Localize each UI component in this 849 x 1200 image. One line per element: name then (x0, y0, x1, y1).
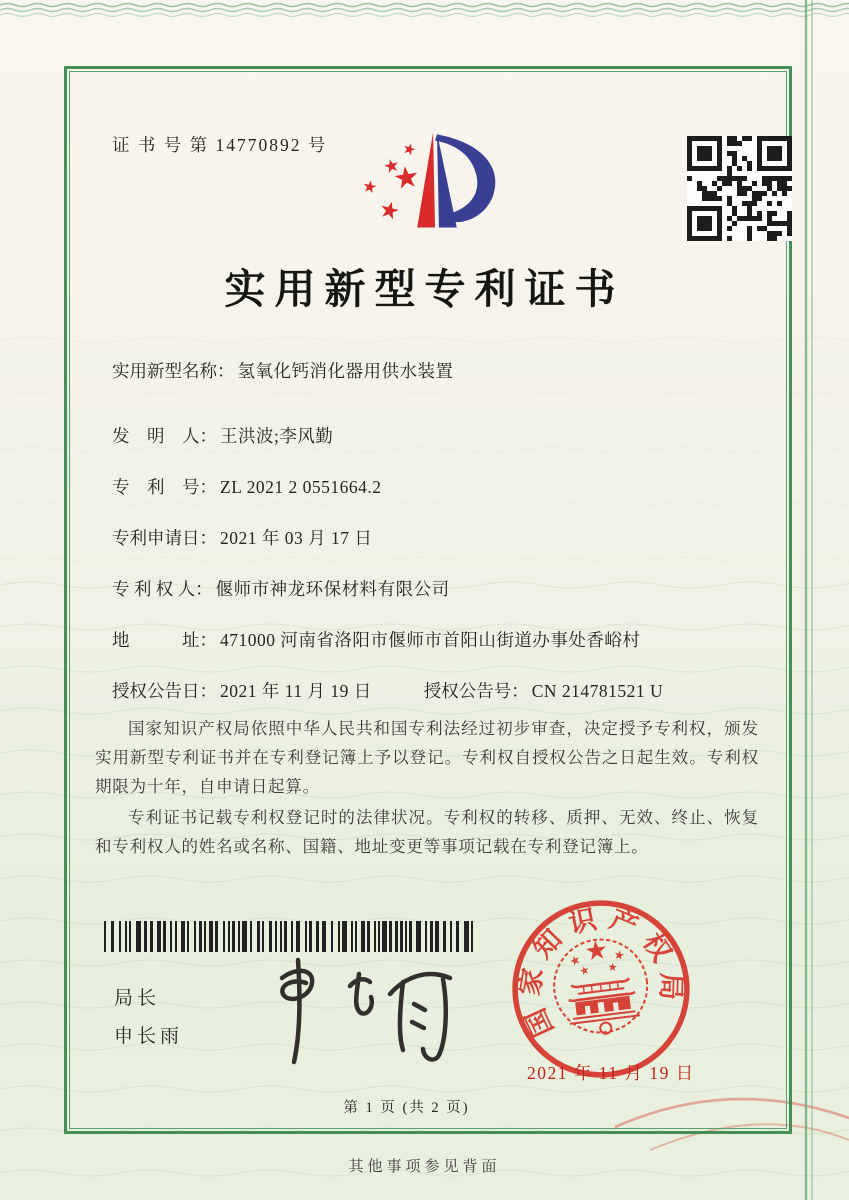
qr-code (687, 136, 792, 241)
field-value: 偃师市神龙环保材料有限公司 (215, 579, 450, 599)
field-label: 专利申请日： (112, 528, 217, 548)
field-value: 471000 河南省洛阳市偃师市首阳山街道办事处香峪村 (220, 630, 641, 650)
cnipa-logo (352, 116, 520, 246)
field-value: 2021 年 11 月 19 日 (220, 681, 372, 701)
field-label: 实用新型名称： (112, 361, 235, 381)
certificate-number: 证 书 号 第 14770892 号 (112, 135, 328, 155)
field-value: 2021 年 03 月 17 日 (220, 528, 373, 548)
back-note: 其他事项参见背面 (348, 1159, 501, 1175)
field-value: 王洪波;李风勤 (220, 426, 334, 446)
legal-text (95, 714, 759, 863)
logo-blue-stem (437, 133, 457, 228)
field-row-address (112, 627, 760, 654)
page-number: 第 1 页 (共 2 页) (343, 1100, 470, 1116)
field-list (112, 358, 760, 729)
field-label: 发 明 人： (112, 426, 217, 446)
field-label: 授权公告日： (112, 681, 217, 701)
seal-text: 国家知识产权局 (514, 902, 687, 1042)
director-name: 申长雨 (114, 1026, 184, 1047)
signature-image (242, 948, 477, 1073)
body-paragraph-2: 专利证书记载专利权登记时的法律状况。专利权的转移、质押、无效、终止、恢复和专利权人的姓名或名称、国籍、地址变更等事项记载在专利登记簿上。 (95, 808, 759, 856)
seal-date: 2021 年 11 月 19 日 (527, 1063, 695, 1083)
field-row-filing-date (112, 525, 760, 552)
director-block (114, 980, 183, 1056)
field-row-patentee (112, 576, 760, 603)
field-label: 专 利 权 人： (112, 579, 213, 599)
director-title: 局长 (114, 988, 161, 1009)
logo-red-wedge (417, 133, 435, 228)
field-label: 地 址： (112, 630, 217, 650)
logo-stars (363, 142, 420, 220)
field-row-inventor (112, 423, 760, 450)
field-label: 专 利 号： (112, 477, 217, 497)
field-row-name (112, 358, 760, 385)
grant-number (424, 678, 663, 705)
field-value: CN 214781521 U (531, 681, 664, 701)
seal-graphics (505, 893, 697, 1085)
certificate-title: 实用新型专利证书 (224, 266, 625, 312)
field-row-grant (112, 678, 760, 705)
field-value: 氢氧化钙消化器用供水装置 (237, 361, 454, 381)
field-label: 授权公告号： (423, 681, 529, 701)
body-paragraph-1: 国家知识产权局依照中华人民共和国专利法经过初步审查，决定授予专利权，颁发实用新型专利证书并在专利登记簿上予以登记。专利权自授权公告之日起生效。专利权期限为十年，自申请日起算。 (95, 719, 759, 796)
field-value: ZL 2021 2 0551664.2 (220, 477, 382, 497)
field-row-patent-no (112, 474, 760, 501)
